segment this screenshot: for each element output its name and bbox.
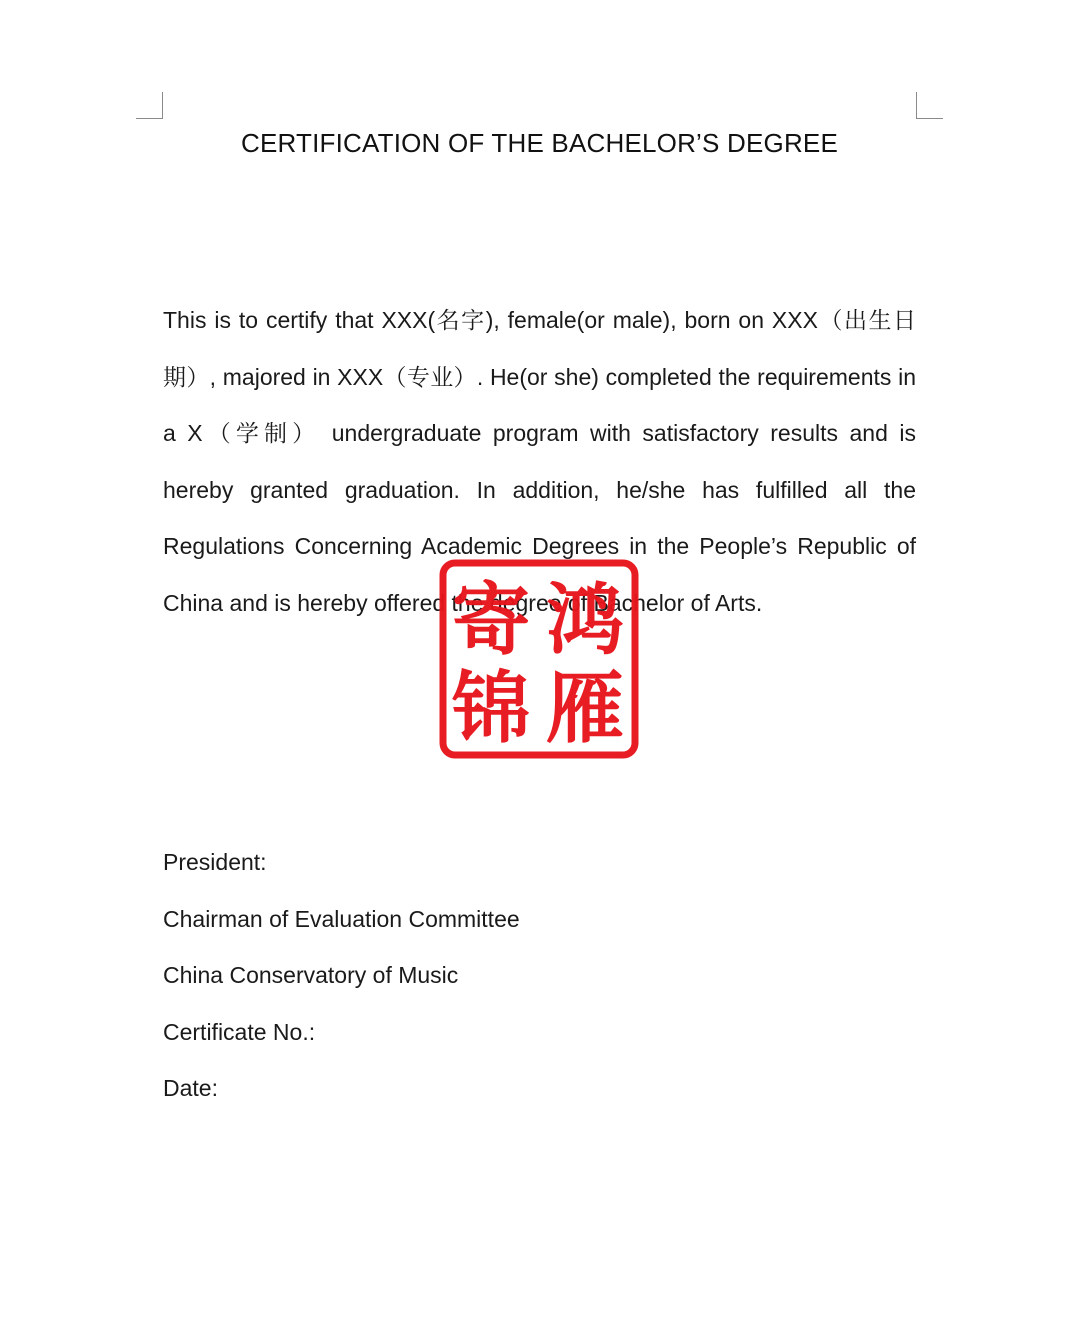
seal-char-top-right: 鸿: [545, 575, 625, 666]
institution-line: China Conservatory of Music: [163, 962, 459, 989]
seal-char-top-left: 寄: [451, 575, 531, 666]
certificate-body-paragraph: This is to certify that XXX(名字), female(or male), born on XXX（出生日期）, majored in XXX（专业）. He(or she) completed the requirements in a X（学制） undergraduate program with satisfactory results and is hereby granted graduation. In addition, he/she has fulfilled all the Regulations Concerning Academic Degrees in the People’s Republic of China and is hereby offered the degree of Bachelor of Arts.: [163, 307, 916, 616]
seal-char-bottom-left: 锦: [451, 663, 531, 754]
seal-char-bottom-right: 雁: [545, 663, 625, 754]
red-seal-stamp: [439, 559, 639, 759]
crop-mark-top-right: [916, 92, 943, 119]
certificate-number-line: Certificate No.:: [163, 1018, 316, 1045]
signature-block: [163, 834, 916, 1117]
crop-mark-top-left: [136, 92, 163, 119]
president-line: President:: [163, 849, 267, 875]
chairman-line: Chairman of Evaluation Committee: [163, 905, 520, 932]
date-line: Date:: [163, 1075, 218, 1102]
document-title: CERTIFICATION OF THE BACHELOR’S DEGREE: [240, 128, 839, 158]
